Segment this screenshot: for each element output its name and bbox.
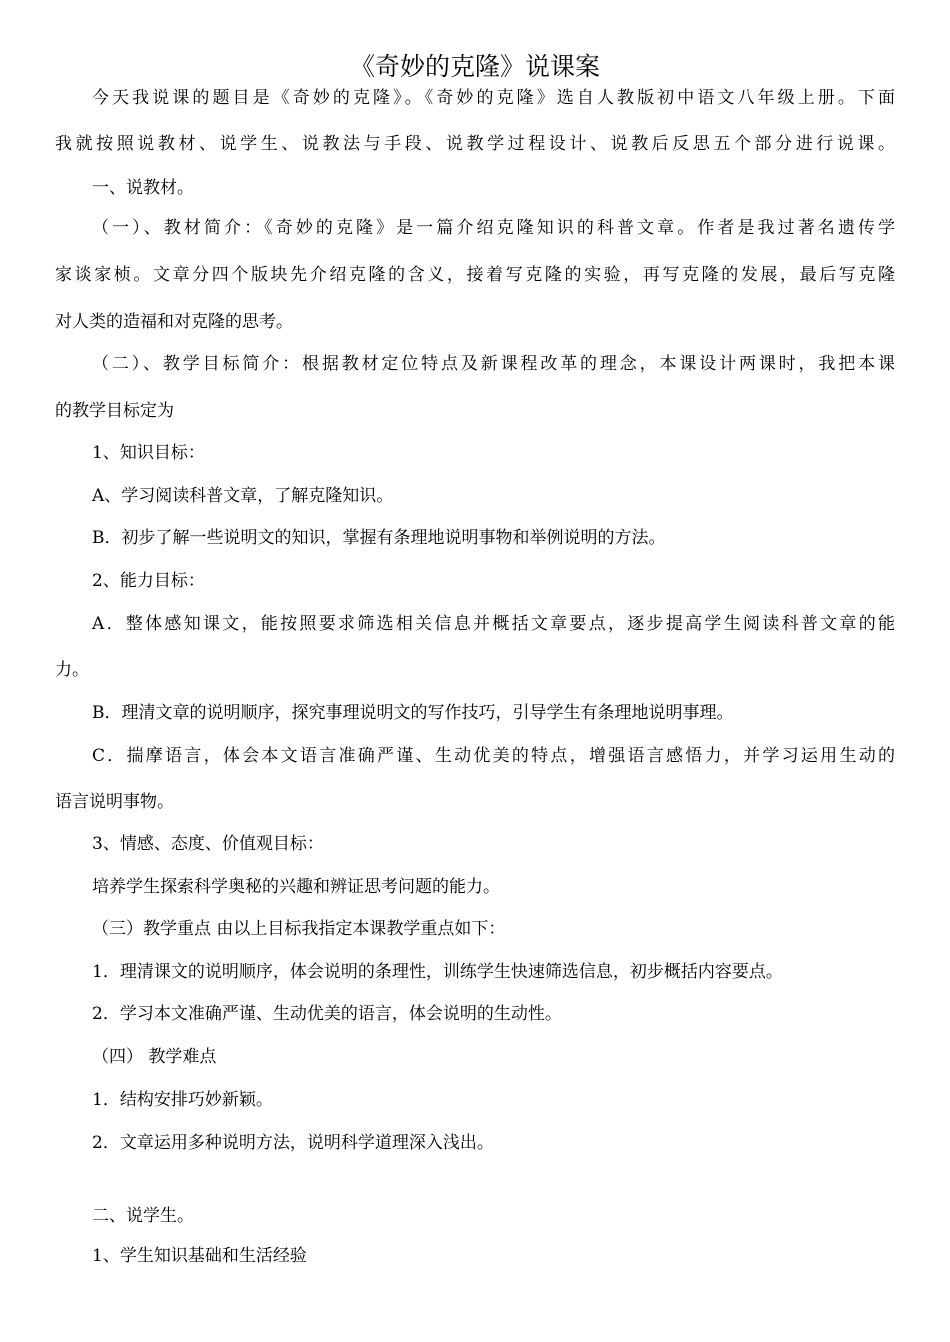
paragraph-line: 我就按照说教材、说学生、说教法与手段、说教学过程设计、说教后反思五个部分进行说课。 (55, 134, 895, 154)
paragraph-line: 语言说明事物。 (55, 792, 174, 812)
paragraph-line: （一）、教材简介：《奇妙的克隆》是一篇介绍克隆知识的科普文章。作者是我过著名遗传学 (92, 218, 895, 238)
subsection-heading: 2、能力目标： (92, 571, 205, 591)
list-item: 2．学习本文准确严谨、生动优美的语言，体会说明的生动性。 (92, 1004, 562, 1024)
subsection-heading: 1、学生知识基础和生活经验 (92, 1246, 307, 1266)
paragraph-line: 今天我说课的题目是《奇妙的克隆》。《奇妙的克隆》选自人教版初中语文八年级上册。下面 (92, 88, 895, 108)
subsection-heading: 3、情感、态度、价值观目标： (92, 834, 324, 854)
list-item: B．理清文章的说明顺序，探究事理说明文的写作技巧，引导学生有条理地说明事理。 (92, 703, 734, 723)
paragraph-line: 对人类的造福和对克隆的思考。 (55, 312, 293, 332)
subsection-heading: （三）教学重点 由以上目标我指定本课教学重点如下： (92, 919, 506, 939)
list-item: 1．理清课文的说明顺序，体会说明的条理性，训练学生快速筛选信息，初步概括内容要点。 (92, 962, 783, 982)
list-item: A．整体感知课文，能按照要求筛选相关信息并概括文章要点，逐步提高学生阅读科普文章的能 (92, 614, 895, 634)
paragraph-line: （二）、教学目标简介：根据教材定位特点及新课程改革的理念，本课设计两课时，我把本课 (92, 354, 895, 374)
list-item: B．初步了解一些说明文的知识，掌握有条理地说明事物和举例说明的方法。 (92, 528, 666, 548)
list-item: A、学习阅读科普文章，了解克隆知识。 (92, 486, 394, 506)
list-item: 1．结构安排巧妙新颖。 (92, 1090, 273, 1110)
list-item: C．揣摩语言，体会本文语言准确严谨、生动优美的特点，增强语言感悟力，并学习运用生动的 (92, 746, 895, 766)
paragraph-line: 培养学生探索科学奥秘的兴趣和辨证思考问题的能力。 (92, 877, 500, 897)
subsection-heading: 1、知识目标： (92, 443, 205, 463)
list-item: 2．文章运用多种说明方法，说明科学道理深入浅出。 (92, 1133, 494, 1153)
document-title: 《奇妙的克隆》说课案 (349, 52, 600, 81)
section-heading: 二、说学生。 (92, 1206, 194, 1226)
paragraph-line: 的教学目标定为 (55, 401, 174, 421)
paragraph-line: 家谈家桢。文章分四个版块先介绍克隆的含义，接着写克隆的实验，再写克隆的发展，最后写克隆 (55, 265, 895, 285)
paragraph-line: 力。 (55, 660, 89, 680)
subsection-heading: （四） 教学难点 (92, 1047, 217, 1067)
section-heading: 一、说教材。 (92, 178, 194, 198)
